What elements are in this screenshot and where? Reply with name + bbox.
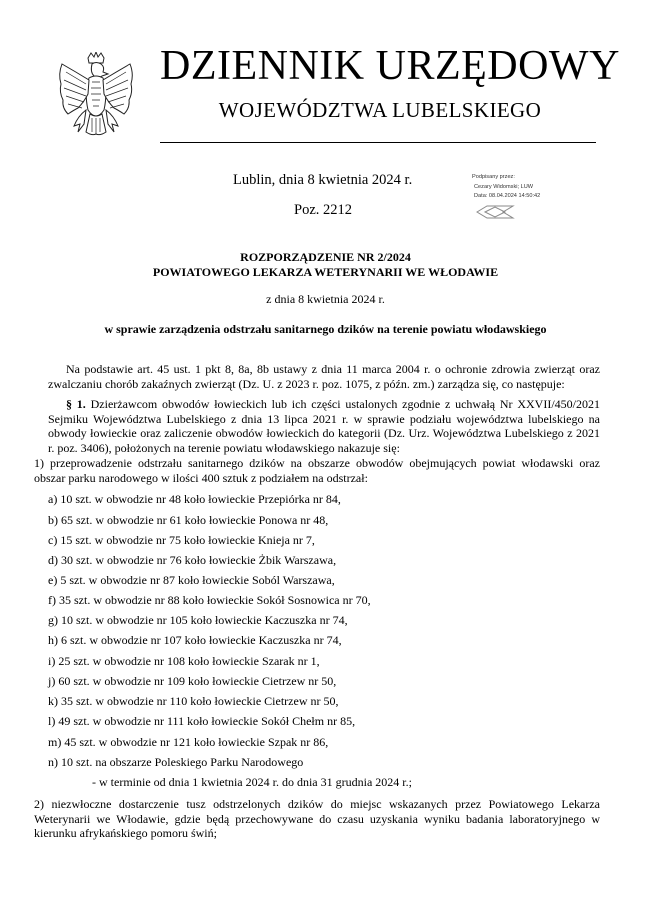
section-1-paragraph: [48, 397, 600, 455]
list-item: b) 65 szt. w obwodzie nr 61 koło łowieckie Ponowa nr 48,: [48, 513, 329, 527]
list-item: a) 10 szt. w obwodzie nr 48 koło łowieckie Przepiórka nr 84,: [48, 492, 341, 506]
point-2-text: 2) niezwłoczne dostarczenie tusz odstrzelonych dzików do miejsc wskazanych przez Powiatowego Lekarza Weterynarii we Włodawie, gdzie będą przechowywane do czasu uzyskania wyniku badania laboratoryjnego w kierunku afrykańskiego pomoru świń;: [34, 797, 600, 840]
intro-text: Na podstawie art. 45 ust. 1 pkt 8, 8a, 8b ustawy z dnia 11 marca 2004 r. o ochronie zdrowia zwierząt oraz zwalczaniu chorób zakaźnych zwierząt (Dz. U. z 2023 r. poz. 1075, z późn. zm.) zarządza się, co następuje:: [48, 362, 600, 391]
list-item: h) 6 szt. w obwodzie nr 107 koło łowieckie Kaczuszka nr 74,: [48, 633, 342, 647]
publication-position: Poz. 2212: [294, 202, 352, 218]
list-item: f) 35 szt. w obwodzie nr 88 koło łowieckie Sokół Sosnowica nr 70,: [48, 593, 371, 607]
list-item: c) 15 szt. w obwodzie nr 75 koło łowieckie Knieja nr 7,: [48, 533, 315, 547]
signature-date: Data: 08.04.2024 14:50:42: [474, 193, 541, 200]
list-item: e) 5 szt. w obwodzie nr 87 koło łowieckie Soból Warszawa,: [48, 573, 335, 587]
list-item: l) 49 szt. w obwodzie nr 111 koło łowieckie Sokół Chełm nr 85,: [48, 714, 356, 728]
list-item: i) 25 szt. w obwodzie nr 108 koło łowieckie Szarak nr 1,: [48, 654, 320, 668]
regulation-title-line1: ROZPORZĄDZENIE NR 2/2024: [240, 250, 411, 264]
masthead-divider: [160, 142, 596, 143]
journal-title: DZIENNIK URZĘDOWY: [160, 43, 620, 89]
list-item: m) 45 szt. w obwodzie nr 121 koło łowieckie Szpak nr 86,: [48, 735, 329, 749]
regulation-title-line2: POWIATOWEGO LEKARZA WETERYNARII WE WŁODAWIE: [152, 264, 499, 279]
point-2: [34, 797, 600, 841]
signature-check-mark-icon: [475, 204, 515, 220]
regulation-subject: w sprawie zarządzenia odstrzału sanitarnego dzików na terenie powiatu włodawskiego: [104, 322, 547, 336]
list-item: j) 60 szt. w obwodzie nr 109 koło łowieckie Cietrzew nr 50,: [48, 674, 337, 688]
publication-place-date: Lublin, dnia 8 kwietnia 2024 r.: [233, 172, 413, 188]
list-item: d) 30 szt. w obwodzie nr 76 koło łowieckie Żbik Warszawa,: [48, 553, 337, 567]
intro-paragraph: [48, 362, 600, 391]
section-1-text: Dzierżawcom obwodów łowieckich lub ich części ustalonych zgodnie z uchwałą Nr XXVII/450/2021 Sejmiku Województwa Lubelskiego z dnia 13 lipca 2021 r. w sprawie podziału województwa lubelskiego na obwody łowieckie oraz zaliczenie obwodów łowieckich do kategorii (Dz. Urz. Województwa Lubelskiego z 2021 r. poz. 3406), położonych na terenie powiatu włodawskiego nakazuje się:: [48, 397, 601, 455]
section-1-label: § 1.: [66, 397, 86, 411]
digital-signature-block: [470, 173, 590, 202]
signature-label: Podpisany przez:: [472, 174, 515, 180]
signature-signer: Cezary Widomski; LUW: [474, 183, 534, 190]
list-item: k) 35 szt. w obwodzie nr 110 koło łowieckie Cietrzew nr 50,: [48, 694, 339, 708]
journal-subtitle: WOJEWÓDZTWA LUBELSKIEGO: [218, 98, 542, 122]
regulation-date: z dnia 8 kwietnia 2024 r.: [266, 292, 385, 306]
list-item: g) 10 szt. w obwodzie nr 105 koło łowieckie Kaczuszka nr 74,: [48, 613, 348, 627]
point-1: [34, 456, 600, 485]
term-line: - w terminie od dnia 1 kwietnia 2024 r. do dnia 31 grudnia 2024 r.;: [92, 775, 412, 789]
point-1-text: 1) przeprowadzenie odstrzału sanitarnego dzików na obszarze obwodów obejmujących powiat włodawski oraz obszar parku narodowego w ilości 400 sztuk z podziałem na odstrzał:: [34, 456, 600, 485]
list-item: n) 10 szt. na obszarze Poleskiego Parku Narodowego: [48, 755, 304, 769]
regulation-title: [0, 250, 651, 279]
polish-eagle-emblem-icon: [56, 52, 136, 147]
